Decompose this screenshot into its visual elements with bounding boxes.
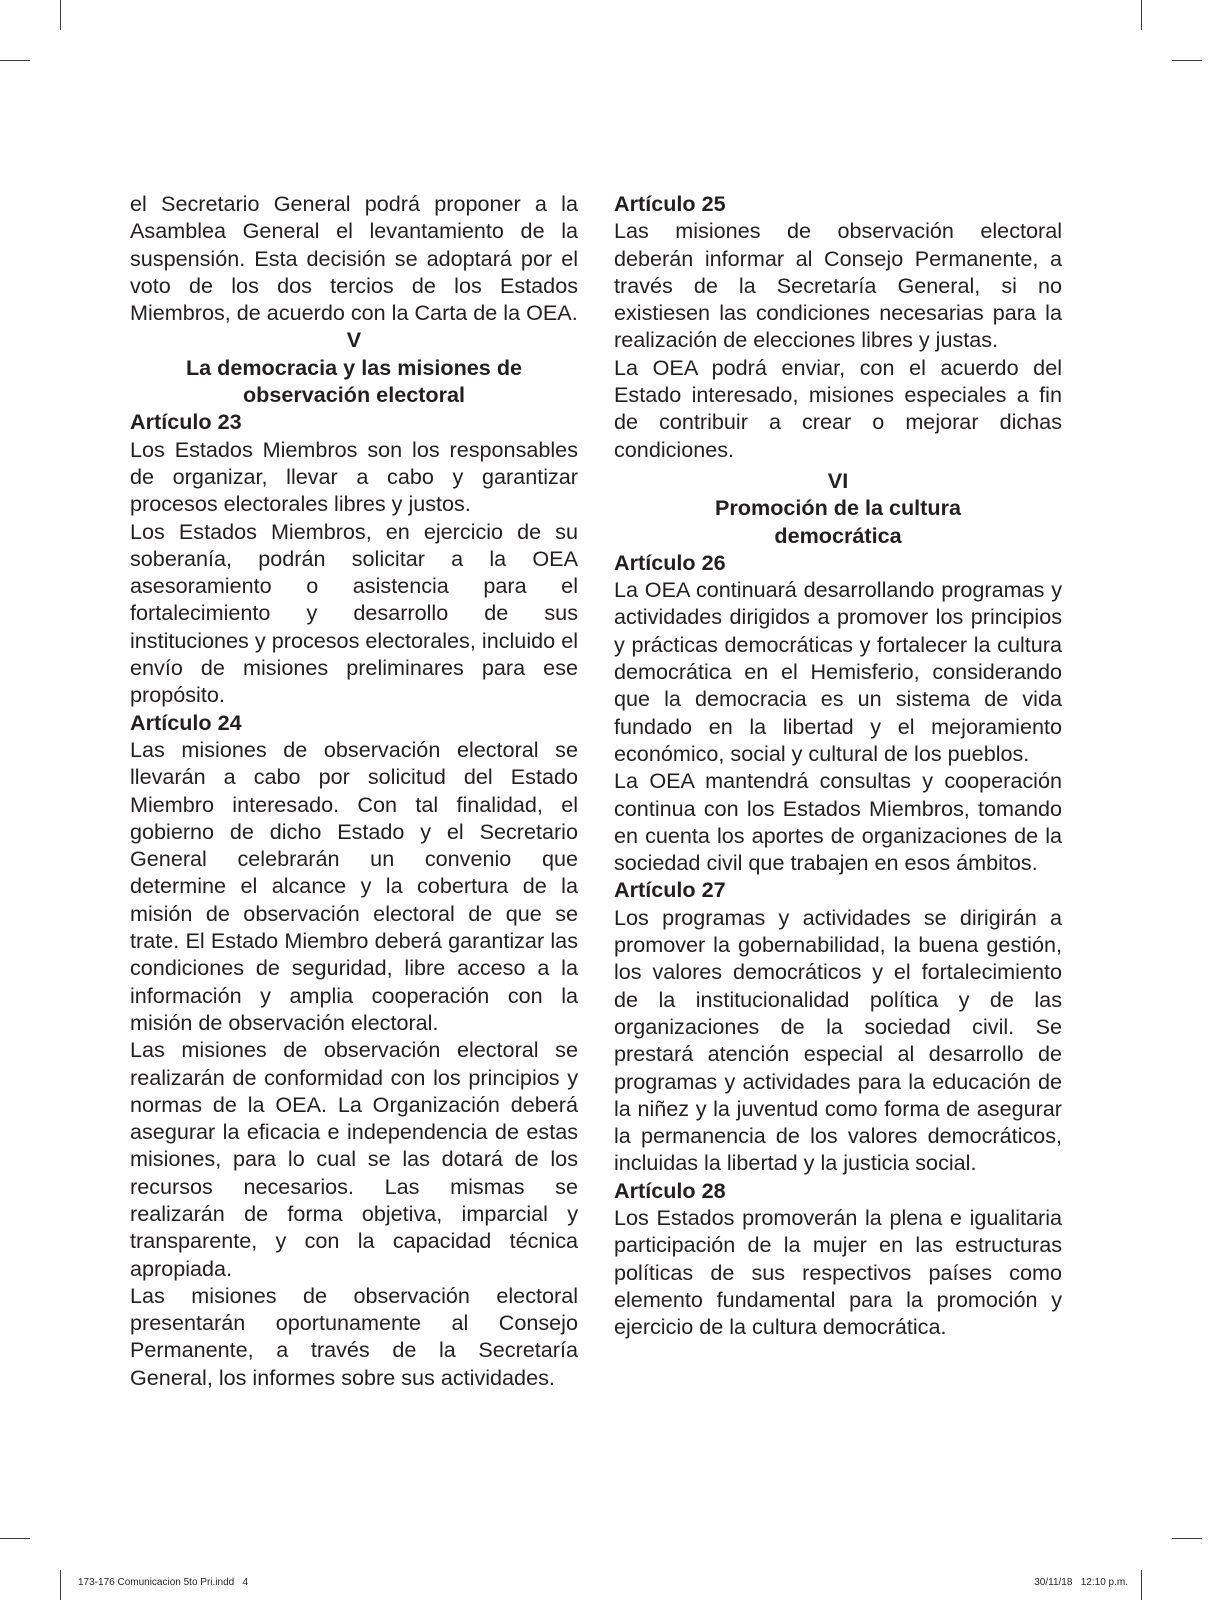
slug-filename: 173-176 Comunicacion 5to Pri.indd 4 [78,1577,249,1588]
article-24-paragraph-3: Las misiones de observación electoral presentarán oportunamente al Consejo Permanente, a través de la Secretaría General, los informes sobre sus actividades. [130,1282,578,1390]
section-v-number: V [346,327,362,353]
article-28-heading: Artículo 28 [614,1177,726,1203]
crop-mark-left-bottom [0,1538,30,1539]
article-23-paragraph-2: Los Estados Miembros, en ejercicio de su soberanía, podrán solicitar a la OEA asesoramiento o asistencia para el fortalecimiento y desarrollo de sus instituciones y procesos electorales, incluido el envío de misiones preliminares para ese propósito. [130,518,578,708]
intro-paragraph: el Secretario General podrá proponer a la Asamblea General el levantamiento de la suspensión. Esta decisión se adoptará por el voto de los dos tercios de los Estados Miembros, de acuerdo con la Carta de la OEA. [130,191,578,326]
section-vi-title-line1: Promoción de la cultura [715,495,961,521]
slug-date: 30/11/18 12:10 p.m. [1034,1577,1128,1588]
article-23-heading: Artículo 23 [130,409,242,435]
crop-mark-bottom-right [1141,1570,1142,1600]
section-vi-number: VI [827,467,849,493]
article-26-paragraph-1: La OEA continuará desarrollando programas y actividades dirigidos a promover los principios y prácticas democráticas y fortalecer la cultura democrática en el Hemisferio, considerando que la democracia es un sistema de vida fundado en la libertad y el mejoramiento económico, social y cultural de los pueblos. [614,577,1062,766]
article-27-paragraph-1: Los programas y actividades se dirigirán a promover la gobernabilidad, la buena gestión, los valores democráticos y el fortalecimiento de la institucionalidad política y de las organizaciones de la sociedad civil. Se prestará atención especial al desarrollo de programas y actividades para la educación de la niñez y la juventud como forma de asegurar la permanencia de los valores democráticos, incluidas la libertad y la justicia social. [614,904,1062,1176]
article-24-paragraph-1: Las misiones de observación electoral se llevarán a cabo por solicitud del Estado Miembro interesado. Con tal finalidad, el gobierno de dicho Estado y el Secretario General celebrarán un convenio que determine el alcance y la cobertura de la misión de observación electoral de que se trate. El Estado Miembro deberá garantizar las condiciones de seguridad, libre acceso a la información y amplia cooperación con la misión de observación electoral. [130,736,578,1035]
article-26-heading: Artículo 26 [614,549,726,575]
crop-mark-right-top [1172,60,1202,61]
section-v-title-line1: La democracia y las misiones de [185,354,523,380]
article-24-heading: Artículo 24 [130,709,242,735]
crop-mark-top-right [1141,0,1142,30]
article-23-paragraph-1: Los Estados Miembros son los responsables de organizar, llevar a cabo y garantizar procesos electorales libres y justos. [130,436,578,517]
crop-mark-left-top [0,60,30,61]
right-column [614,190,1062,1340]
article-27-heading: Artículo 27 [614,877,726,903]
article-25-paragraph-1: Las misiones de observación electoral deberán informar al Consejo Permanente, a través de la Secretaría General, si no existiesen las condiciones necesarias para la realización de elecciones libres y justas. [614,218,1062,353]
crop-mark-bottom-left [60,1570,61,1600]
section-v-title-line2: observación electoral [242,382,466,408]
article-25-heading: Artículo 25 [614,191,726,216]
article-25-paragraph-2: La OEA podrá enviar, con el acuerdo del Estado interesado, misiones especiales a fin de contribuir a crear o mejorar dichas condiciones. [614,354,1062,462]
article-24-paragraph-2: Las misiones de observación electoral se realizarán de conformidad con los principios y normas de la OEA. La Organización deberá asegurar la eficacia e independencia de estas misiones, para lo cual se las dotará de los recursos necesarios. Las mismas se realizarán de forma objetiva, imparcial y transparente, y con la capacidad técnica apropiada. [130,1037,578,1281]
article-26-paragraph-2: La OEA mantendrá consultas y cooperación continua con los Estados Miembros, tomando en cuenta los aportes de organizaciones de la sociedad civil que trabajen en esos ámbitos. [614,768,1062,876]
section-vi-title-line2: democrática [774,522,902,548]
article-28-paragraph-1: Los Estados promoverán la plena e igualitaria participación de la mujer en las estructuras políticas de sus respectivos países como elemento fundamental para la promoción y ejercicio de la cultura democrática. [614,1204,1062,1340]
left-column [130,190,578,1391]
crop-mark-right-bottom [1172,1538,1202,1539]
crop-mark-top-left [60,0,61,30]
